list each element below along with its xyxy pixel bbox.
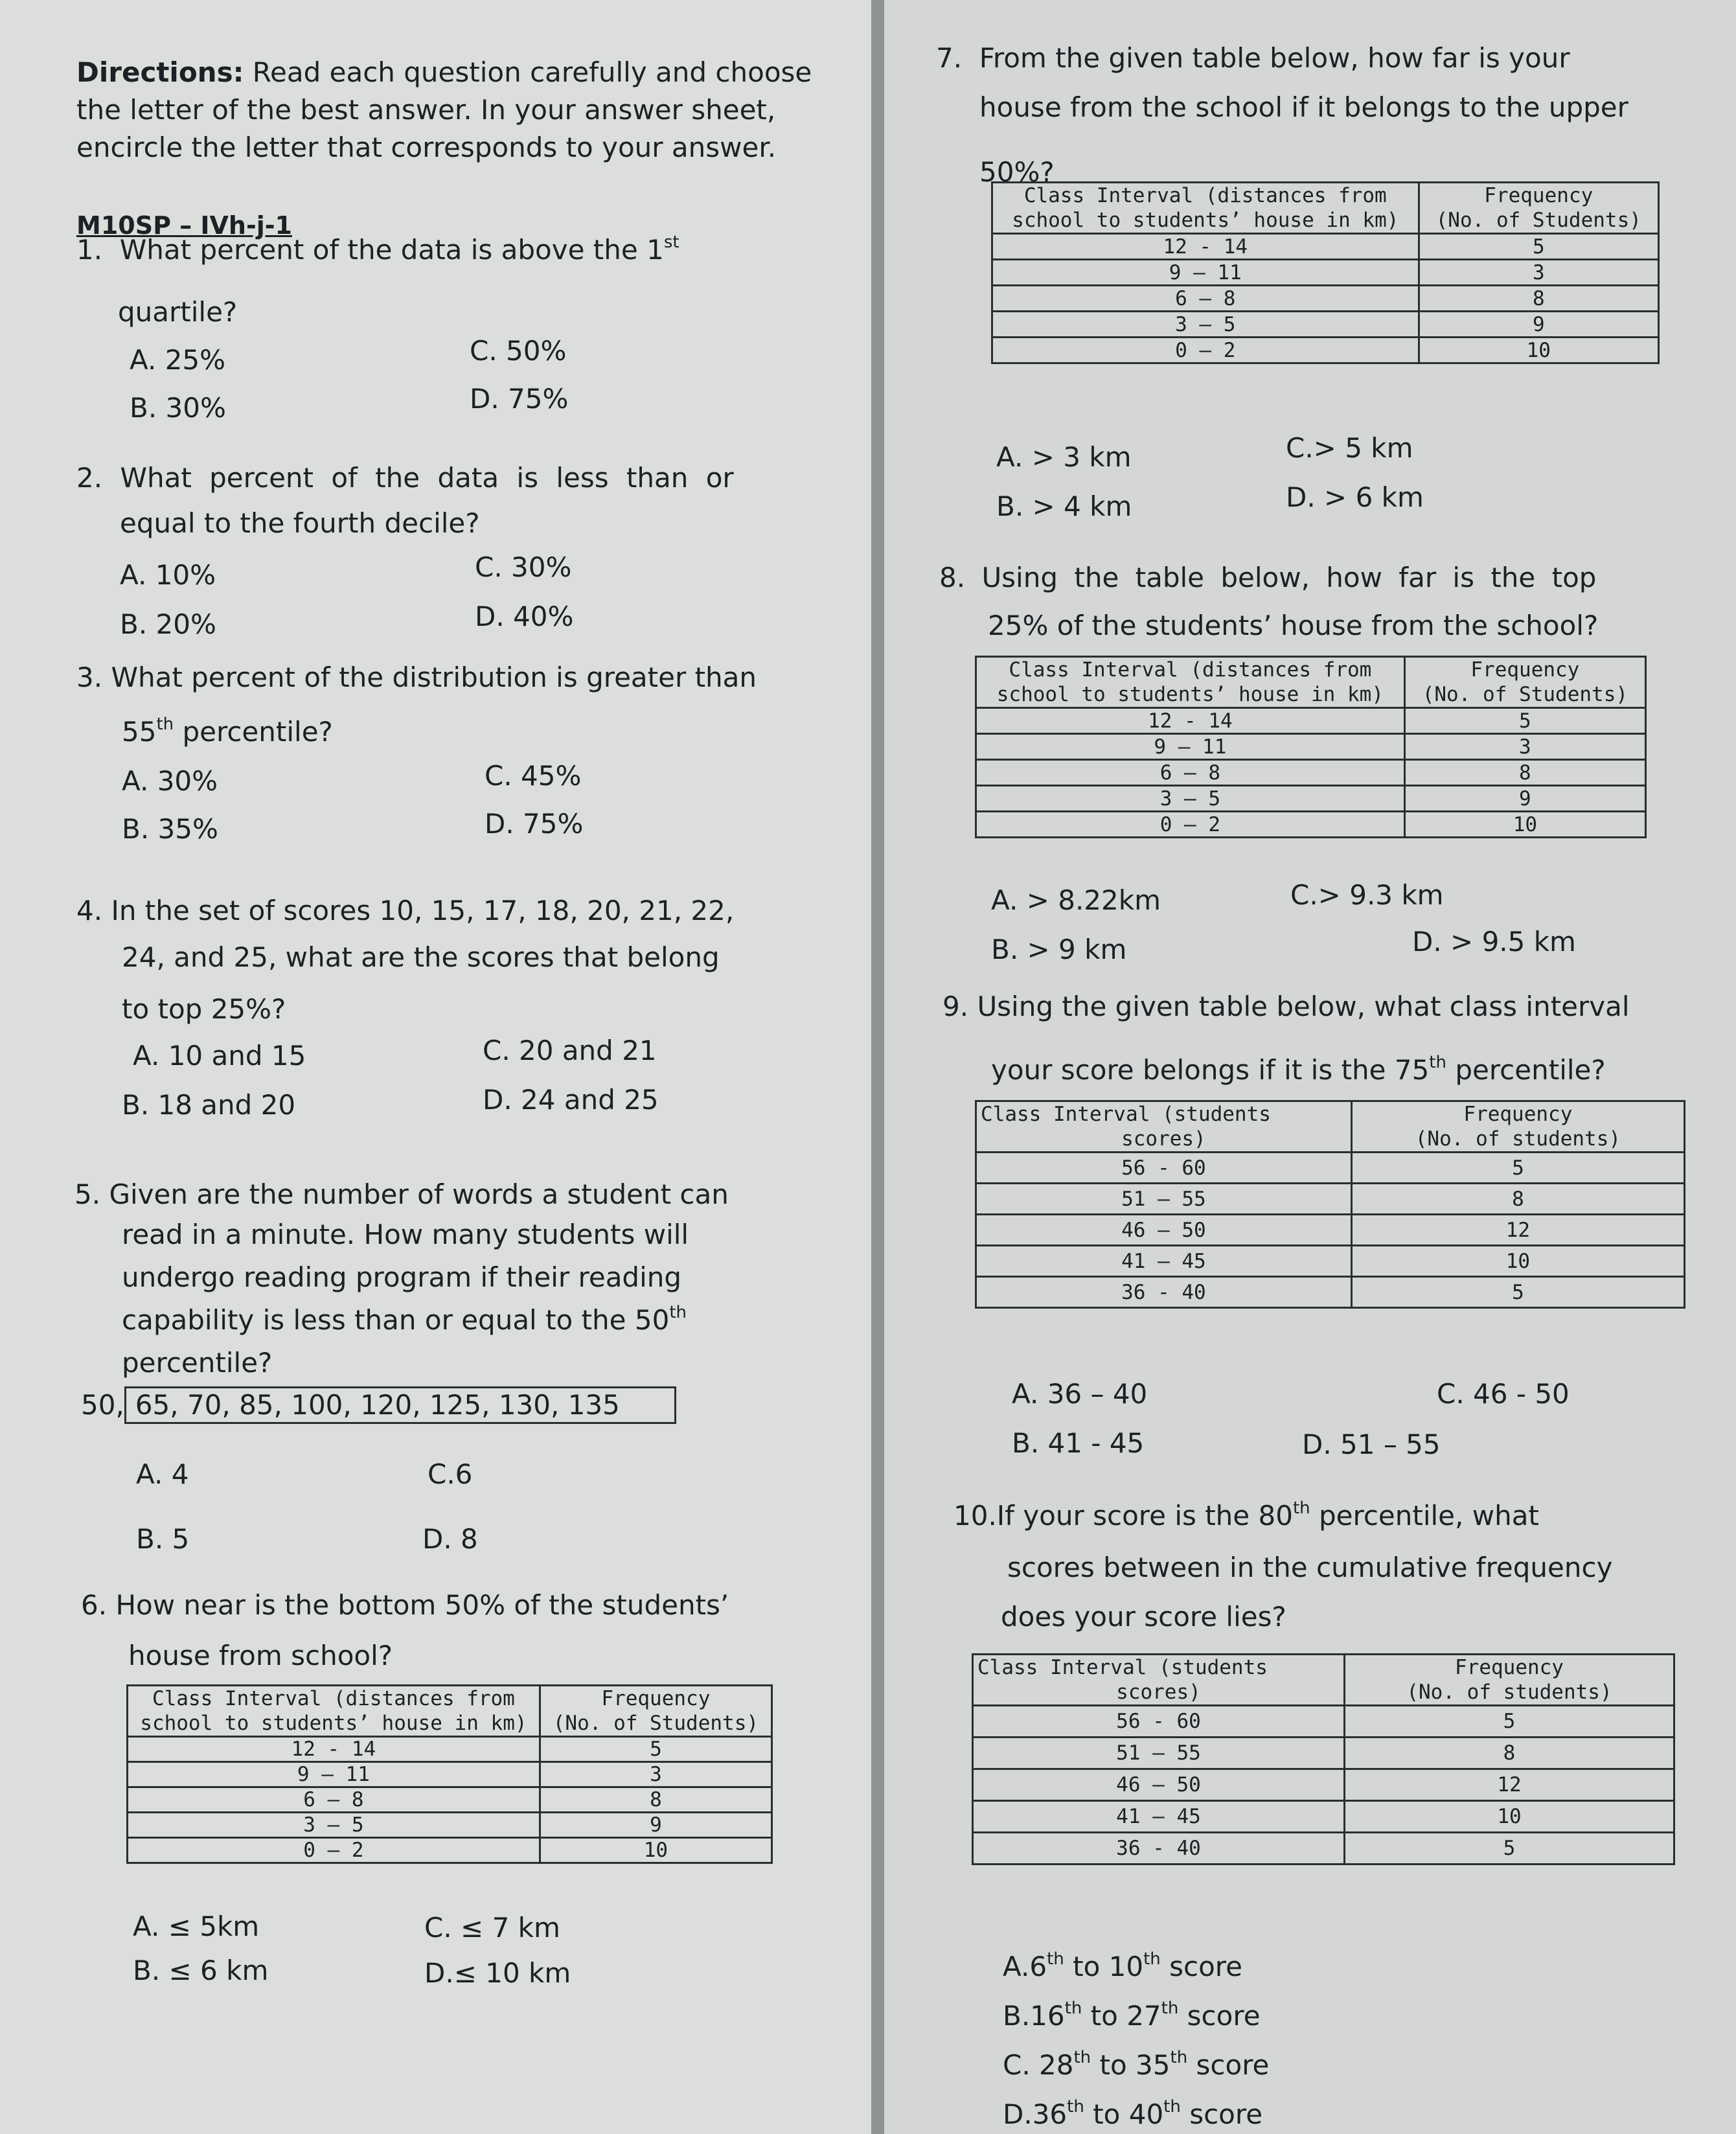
header-frequency bbox=[1344, 1655, 1674, 1706]
ordinal-end: 10 bbox=[1108, 1951, 1144, 1982]
frequency-cell: 12 bbox=[1344, 1769, 1674, 1801]
ordinal-end: 35 bbox=[1136, 2049, 1171, 2081]
ordinal-suffix: th bbox=[1067, 2097, 1084, 2117]
table-header-row bbox=[976, 1101, 1685, 1153]
header-class-interval bbox=[992, 183, 1419, 234]
header-line: Class Interval (students bbox=[981, 1103, 1271, 1126]
q10-choice-d[interactable] bbox=[1003, 2098, 1262, 2131]
ordinal-suffix: th bbox=[1064, 1999, 1082, 2018]
ordinal-end: 27 bbox=[1126, 2000, 1161, 2032]
q3-choice-a[interactable]: A. 30% bbox=[122, 765, 218, 797]
q3-stem: 3. What percent of the distribution is greater than bbox=[76, 661, 757, 693]
page-gutter bbox=[871, 0, 884, 2134]
table-row bbox=[976, 1246, 1685, 1277]
ordinal-start: 6 bbox=[1029, 1951, 1047, 1982]
frequency-cell: 3 bbox=[1419, 260, 1658, 286]
class-interval-cell: 3 – 5 bbox=[992, 312, 1419, 338]
table-row bbox=[973, 1738, 1674, 1769]
header-line: (No. of students) bbox=[1415, 1127, 1621, 1151]
q7-choice-d[interactable]: D. > 6 km bbox=[1286, 481, 1424, 513]
ordinal-suffix: th bbox=[1170, 2048, 1188, 2067]
q3-choice-b[interactable]: B. 35% bbox=[122, 813, 218, 845]
class-interval-cell: 0 – 2 bbox=[128, 1838, 540, 1863]
q1-stem-2: quartile? bbox=[118, 296, 238, 328]
q10-frequency-table bbox=[972, 1653, 1675, 1865]
q6-frequency-table bbox=[126, 1684, 773, 1864]
table-row bbox=[976, 812, 1646, 838]
q2-choice-c[interactable]: C. 30% bbox=[475, 551, 572, 583]
q1-choice-c[interactable]: C. 50% bbox=[470, 335, 567, 367]
choice-letter: C. bbox=[1003, 2049, 1040, 2081]
q4-choice-b[interactable]: B. 18 and 20 bbox=[122, 1089, 296, 1121]
header-class-interval bbox=[973, 1655, 1345, 1706]
frequency-cell: 10 bbox=[1351, 1246, 1684, 1277]
class-interval-cell: 9 – 11 bbox=[992, 260, 1419, 286]
frequency-cell: 9 bbox=[540, 1813, 771, 1838]
table-header-row bbox=[992, 183, 1659, 234]
q5-data-first: 50, bbox=[81, 1389, 124, 1421]
frequency-cell: 10 bbox=[1344, 1801, 1674, 1833]
class-interval-cell: 3 – 5 bbox=[128, 1813, 540, 1838]
frequency-cell: 10 bbox=[1404, 812, 1645, 838]
q2-choice-b[interactable]: B. 20% bbox=[120, 608, 216, 640]
q5-stem-3: undergo reading program if their reading bbox=[122, 1261, 682, 1293]
table-row bbox=[992, 234, 1659, 260]
q5-stem: 5. Given are the number of words a student can bbox=[74, 1178, 729, 1210]
q1-stem: 1. What percent of the data is above the 1st bbox=[76, 233, 680, 266]
q9-frequency-table bbox=[975, 1100, 1685, 1309]
competency-code: M10SP – IVh-j-1 bbox=[76, 211, 292, 240]
q10-stem-3: does your score lies? bbox=[1001, 1601, 1286, 1633]
q8-stem-2: 25% of the students’ house from the school? bbox=[988, 610, 1599, 641]
q7-stem: 7. From the given table below, how far is your bbox=[936, 42, 1570, 74]
header-line: Class Interval (distances from bbox=[1009, 658, 1372, 682]
table-row bbox=[973, 1706, 1674, 1738]
class-interval-cell: 56 - 60 bbox=[973, 1706, 1345, 1738]
table-row bbox=[128, 1737, 772, 1762]
frequency-cell: 5 bbox=[1419, 234, 1658, 260]
ordinal-suffix: th bbox=[1143, 1949, 1161, 1969]
header-line: school to students’ house in km) bbox=[140, 1712, 527, 1735]
class-interval-cell: 9 – 11 bbox=[128, 1762, 540, 1787]
q8-choice-d[interactable]: D. > 9.5 km bbox=[1412, 926, 1576, 958]
q5-data-box: 65, 70, 85, 100, 120, 125, 130, 135 bbox=[124, 1386, 676, 1424]
q5-choice-a[interactable]: A. 4 bbox=[136, 1458, 189, 1490]
table-row bbox=[976, 1277, 1685, 1308]
header-line: school to students’ house in km) bbox=[1012, 209, 1399, 232]
q6-choice-d[interactable]: D.≤ 10 km bbox=[424, 1957, 571, 1989]
q9-choice-d[interactable]: D. 51 – 55 bbox=[1302, 1428, 1441, 1460]
q6-choice-a[interactable]: A. ≤ 5km bbox=[133, 1910, 260, 1942]
class-interval-cell: 6 – 8 bbox=[992, 286, 1419, 312]
class-interval-cell: 41 – 45 bbox=[976, 1246, 1352, 1277]
table-row bbox=[128, 1813, 772, 1838]
table-row bbox=[976, 734, 1646, 760]
header-line: school to students’ house in km) bbox=[996, 683, 1384, 706]
table-row bbox=[128, 1838, 772, 1863]
table-row bbox=[992, 338, 1659, 363]
table-row bbox=[976, 760, 1646, 786]
class-interval-cell: 3 – 5 bbox=[976, 786, 1405, 812]
table-row bbox=[992, 260, 1659, 286]
table-row bbox=[976, 786, 1646, 812]
choice-letter: A. bbox=[1003, 1951, 1030, 1982]
q4-choice-c[interactable]: C. 20 and 21 bbox=[483, 1035, 657, 1066]
choice-to: to bbox=[1064, 1951, 1109, 1982]
frequency-cell: 10 bbox=[1419, 338, 1658, 363]
q9-stem-2: your score belongs if it is the 75th percentile? bbox=[991, 1053, 1606, 1086]
frequency-cell: 5 bbox=[1344, 1706, 1674, 1738]
header-class-interval bbox=[976, 1101, 1352, 1153]
ordinal-end: 40 bbox=[1128, 2098, 1164, 2130]
q10-stem: 10.If your score is the 80th percentile, what bbox=[954, 1498, 1539, 1532]
choice-to: to bbox=[1084, 2098, 1129, 2130]
q1-choice-a[interactable]: A. 25% bbox=[130, 344, 226, 376]
frequency-cell: 5 bbox=[1351, 1277, 1684, 1308]
table-row bbox=[976, 1215, 1685, 1246]
frequency-cell: 5 bbox=[540, 1737, 771, 1762]
ordinal-suffix: th bbox=[1161, 1999, 1179, 2018]
frequency-cell: 10 bbox=[540, 1838, 771, 1863]
ordinal-start: 16 bbox=[1030, 2000, 1065, 2032]
q6-stem: 6. How near is the bottom 50% of the students’ bbox=[81, 1589, 729, 1621]
q6-stem-2: house from school? bbox=[128, 1640, 393, 1671]
q7-choice-b[interactable]: B. > 4 km bbox=[996, 490, 1132, 522]
directions-line-2: the letter of the best answer. In your answer sheet, bbox=[76, 94, 776, 126]
header-line: Class Interval (distances from bbox=[1023, 184, 1387, 207]
q7-choice-c[interactable]: C.> 5 km bbox=[1286, 432, 1413, 464]
q5-data-set bbox=[81, 1386, 676, 1424]
q9-choice-a[interactable]: A. 36 – 40 bbox=[1012, 1378, 1148, 1410]
table-row bbox=[973, 1769, 1674, 1801]
q4-stem-3: to top 25%? bbox=[122, 993, 286, 1025]
q7-choice-a[interactable]: A. > 3 km bbox=[996, 441, 1132, 473]
table-row bbox=[128, 1762, 772, 1787]
q2-choice-d[interactable]: D. 40% bbox=[475, 601, 574, 632]
class-interval-cell: 6 – 8 bbox=[976, 760, 1405, 786]
frequency-cell: 5 bbox=[1351, 1153, 1684, 1184]
choice-score-word: score bbox=[1160, 1951, 1242, 1982]
choice-letter: B. bbox=[1003, 2000, 1031, 2032]
class-interval-cell: 46 – 50 bbox=[976, 1215, 1352, 1246]
class-interval-cell: 12 - 14 bbox=[128, 1737, 540, 1762]
q3-stem-2: 55th percentile? bbox=[122, 715, 333, 748]
header-frequency bbox=[1351, 1101, 1684, 1153]
q10-choice-a[interactable] bbox=[1003, 1950, 1242, 1984]
q3-choice-d[interactable]: D. 75% bbox=[485, 808, 584, 840]
q5-stem-4: capability is less than or equal to the 50th bbox=[122, 1303, 687, 1336]
ordinal-suffix: th bbox=[1073, 2048, 1091, 2067]
q5-choice-c[interactable]: C.6 bbox=[428, 1458, 473, 1490]
frequency-cell: 5 bbox=[1404, 708, 1645, 734]
class-interval-cell: 51 – 55 bbox=[976, 1184, 1352, 1215]
table-row bbox=[976, 1153, 1685, 1184]
q8-choice-a[interactable]: A. > 8.22km bbox=[991, 884, 1161, 916]
class-interval-cell: 51 – 55 bbox=[973, 1738, 1345, 1769]
q10-stem-2: scores between in the cumulative frequency bbox=[1007, 1552, 1613, 1583]
header-line: (No. of Students) bbox=[1435, 209, 1641, 232]
header-line: (No. of Students) bbox=[1422, 683, 1628, 706]
frequency-cell: 3 bbox=[540, 1762, 771, 1787]
table-header-row bbox=[973, 1655, 1674, 1706]
header-line: scores) bbox=[1121, 1127, 1206, 1151]
class-interval-cell: 12 - 14 bbox=[976, 708, 1405, 734]
ordinal-suffix: th bbox=[1047, 1949, 1064, 1969]
q6-choice-c[interactable]: C. ≤ 7 km bbox=[424, 1912, 560, 1944]
q6-choice-b[interactable]: B. ≤ 6 km bbox=[133, 1955, 269, 1986]
table-row bbox=[973, 1801, 1674, 1833]
header-class-interval bbox=[128, 1686, 540, 1737]
frequency-cell: 8 bbox=[1404, 760, 1645, 786]
class-interval-cell: 56 - 60 bbox=[976, 1153, 1352, 1184]
header-line: (No. of Students) bbox=[553, 1712, 759, 1735]
frequency-cell: 12 bbox=[1351, 1215, 1684, 1246]
choice-score-word: score bbox=[1180, 2098, 1263, 2130]
header-frequency bbox=[1419, 183, 1658, 234]
q4-stem: 4. In the set of scores 10, 15, 17, 18, 20, 21, 22, bbox=[76, 895, 735, 926]
q5-stem-5: percentile? bbox=[122, 1347, 273, 1379]
table-row bbox=[992, 312, 1659, 338]
header-frequency bbox=[540, 1686, 771, 1737]
q7-stem-3: 50%? bbox=[979, 156, 1055, 188]
q9-choice-c[interactable]: C. 46 - 50 bbox=[1437, 1378, 1570, 1410]
table-row bbox=[992, 286, 1659, 312]
class-interval-cell: 46 – 50 bbox=[973, 1769, 1345, 1801]
class-interval-cell: 9 – 11 bbox=[976, 734, 1405, 760]
frequency-cell: 8 bbox=[540, 1787, 771, 1813]
frequency-cell: 5 bbox=[1344, 1833, 1674, 1864]
directions-line-1: Directions: Read each question carefully and choose bbox=[76, 56, 812, 88]
q10-choice-b[interactable] bbox=[1003, 1999, 1261, 2033]
header-line: (No. of students) bbox=[1406, 1681, 1612, 1704]
header-class-interval bbox=[976, 657, 1405, 708]
q2-stem: 2. What percent of the data is less than or bbox=[76, 462, 734, 494]
header-line: scores) bbox=[1116, 1681, 1201, 1704]
q2-stem-2: equal to the fourth decile? bbox=[120, 507, 480, 539]
q8-choice-c[interactable]: C.> 9.3 km bbox=[1290, 879, 1444, 911]
table-row bbox=[128, 1787, 772, 1813]
frequency-cell: 9 bbox=[1419, 312, 1658, 338]
header-line: Frequency bbox=[1455, 1656, 1564, 1679]
q1-choice-b[interactable]: B. 30% bbox=[130, 392, 226, 424]
header-line: Class Interval (students bbox=[977, 1656, 1268, 1679]
q5-stem-2: read in a minute. How many students will bbox=[122, 1219, 689, 1250]
ordinal-start: 28 bbox=[1039, 2049, 1074, 2081]
choice-score-word: score bbox=[1187, 2049, 1270, 2081]
frequency-cell: 8 bbox=[1344, 1738, 1674, 1769]
ordinal-start: 36 bbox=[1032, 2098, 1068, 2130]
directions-line-3: encircle the letter that corresponds to your answer. bbox=[76, 132, 777, 163]
q8-choice-b[interactable]: B. > 9 km bbox=[991, 934, 1127, 965]
q2-choice-a[interactable]: A. 10% bbox=[120, 559, 216, 591]
q9-choice-b[interactable]: B. 41 - 45 bbox=[1012, 1427, 1145, 1459]
q7-stem-2: house from the school if it belongs to the upper bbox=[979, 91, 1628, 123]
q5-choice-d[interactable]: D. 8 bbox=[422, 1523, 478, 1555]
q5-choice-b[interactable]: B. 5 bbox=[136, 1523, 190, 1555]
header-line: Class Interval (distances from bbox=[152, 1687, 515, 1710]
table-header-row bbox=[976, 657, 1646, 708]
table-header-row bbox=[128, 1686, 772, 1737]
q4-choice-d[interactable]: D. 24 and 25 bbox=[483, 1084, 659, 1116]
table-row bbox=[976, 708, 1646, 734]
table-row bbox=[973, 1833, 1674, 1864]
class-interval-cell: 0 – 2 bbox=[976, 812, 1405, 838]
frequency-cell: 3 bbox=[1404, 734, 1645, 760]
header-line: Frequency bbox=[1463, 1103, 1573, 1126]
q8-stem: 8. Using the table below, how far is the top bbox=[939, 562, 1597, 593]
frequency-cell: 8 bbox=[1351, 1184, 1684, 1215]
class-interval-cell: 36 - 40 bbox=[976, 1277, 1352, 1308]
choice-score-word: score bbox=[1178, 2000, 1261, 2032]
frequency-cell: 9 bbox=[1404, 786, 1645, 812]
q9-stem: 9. Using the given table below, what class interval bbox=[942, 991, 1630, 1022]
choice-to: to bbox=[1091, 2049, 1136, 2081]
q8-frequency-table bbox=[975, 656, 1647, 838]
q1-choice-d[interactable]: D. 75% bbox=[470, 383, 569, 415]
header-line: Frequency bbox=[1484, 184, 1593, 207]
choice-to: to bbox=[1082, 2000, 1127, 2032]
q10-choice-c[interactable] bbox=[1003, 2048, 1269, 2082]
class-interval-cell: 41 – 45 bbox=[973, 1801, 1345, 1833]
q4-choice-a[interactable]: A. 10 and 15 bbox=[133, 1040, 306, 1072]
class-interval-cell: 6 – 8 bbox=[128, 1787, 540, 1813]
table-row bbox=[976, 1184, 1685, 1215]
frequency-cell: 8 bbox=[1419, 286, 1658, 312]
class-interval-cell: 0 – 2 bbox=[992, 338, 1419, 363]
q7-frequency-table bbox=[991, 181, 1660, 364]
class-interval-cell: 12 - 14 bbox=[992, 234, 1419, 260]
q4-stem-2: 24, and 25, what are the scores that belong bbox=[122, 941, 720, 973]
q3-choice-c[interactable]: C. 45% bbox=[485, 760, 582, 792]
class-interval-cell: 36 - 40 bbox=[973, 1833, 1345, 1864]
ordinal-suffix: th bbox=[1163, 2097, 1181, 2117]
choice-letter: D. bbox=[1003, 2098, 1033, 2130]
header-line: Frequency bbox=[601, 1687, 711, 1710]
header-line: Frequency bbox=[1470, 658, 1580, 682]
header-frequency bbox=[1404, 657, 1645, 708]
